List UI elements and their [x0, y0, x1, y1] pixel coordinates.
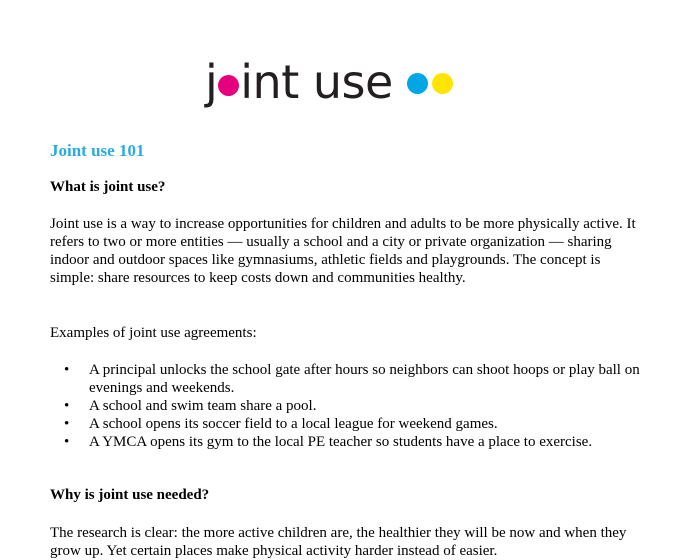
examples-list — [50, 361, 640, 451]
list-item-text: A school and swim team share a pool. — [89, 398, 317, 414]
list-item-text: A YMCA opens its gym to the local PE teacher so students have a place to exercise. — [89, 434, 593, 450]
bullet: • — [64, 434, 70, 450]
list-item-text: A principal unlocks the school gate after hours so neighbors can shoot hoops or play ball on evenings and weekends. — [89, 362, 640, 396]
list-item-text: A school opens its soccer field to a local league for weekend games. — [89, 416, 498, 432]
intro-paragraph: Joint use is a way to increase opportunities for children and adults to be more physically active. It refers to two or more entities — usually a school and a city or private organization — sharing indoor and outdoor spaces like gymnasiums, athletic fields and playgrounds. The concept is simple: share resources to keep costs down and communities healthy. — [50, 216, 636, 286]
examples-intro: Examples of joint use agreements: — [50, 325, 257, 341]
logo-dots — [407, 73, 453, 94]
list-item — [50, 397, 640, 415]
bullet: • — [64, 362, 70, 378]
list-item — [50, 433, 640, 451]
list-item — [50, 415, 640, 433]
joint-use-logo — [205, 48, 453, 108]
logo-yellow-dot — [432, 73, 453, 94]
page-title: Joint use 101 — [50, 141, 145, 160]
section-heading-why: Why is joint use needed? — [50, 487, 210, 503]
logo-wordmark — [205, 56, 393, 108]
section-heading-what: What is joint use? — [50, 179, 166, 195]
list-item — [50, 361, 640, 397]
logo-text-rest: int use — [240, 55, 393, 109]
bullet: • — [64, 398, 70, 414]
why-paragraph: The research is clear: the more active children are, the healthier they will be now and when they grow up. Yet certain places make physical activity harder instead of easier. — [50, 525, 627, 559]
bullet: • — [64, 416, 70, 432]
logo-text-j: j — [205, 55, 218, 109]
logo-pink-dot — [218, 75, 239, 96]
logo-cyan-dot — [407, 73, 428, 94]
